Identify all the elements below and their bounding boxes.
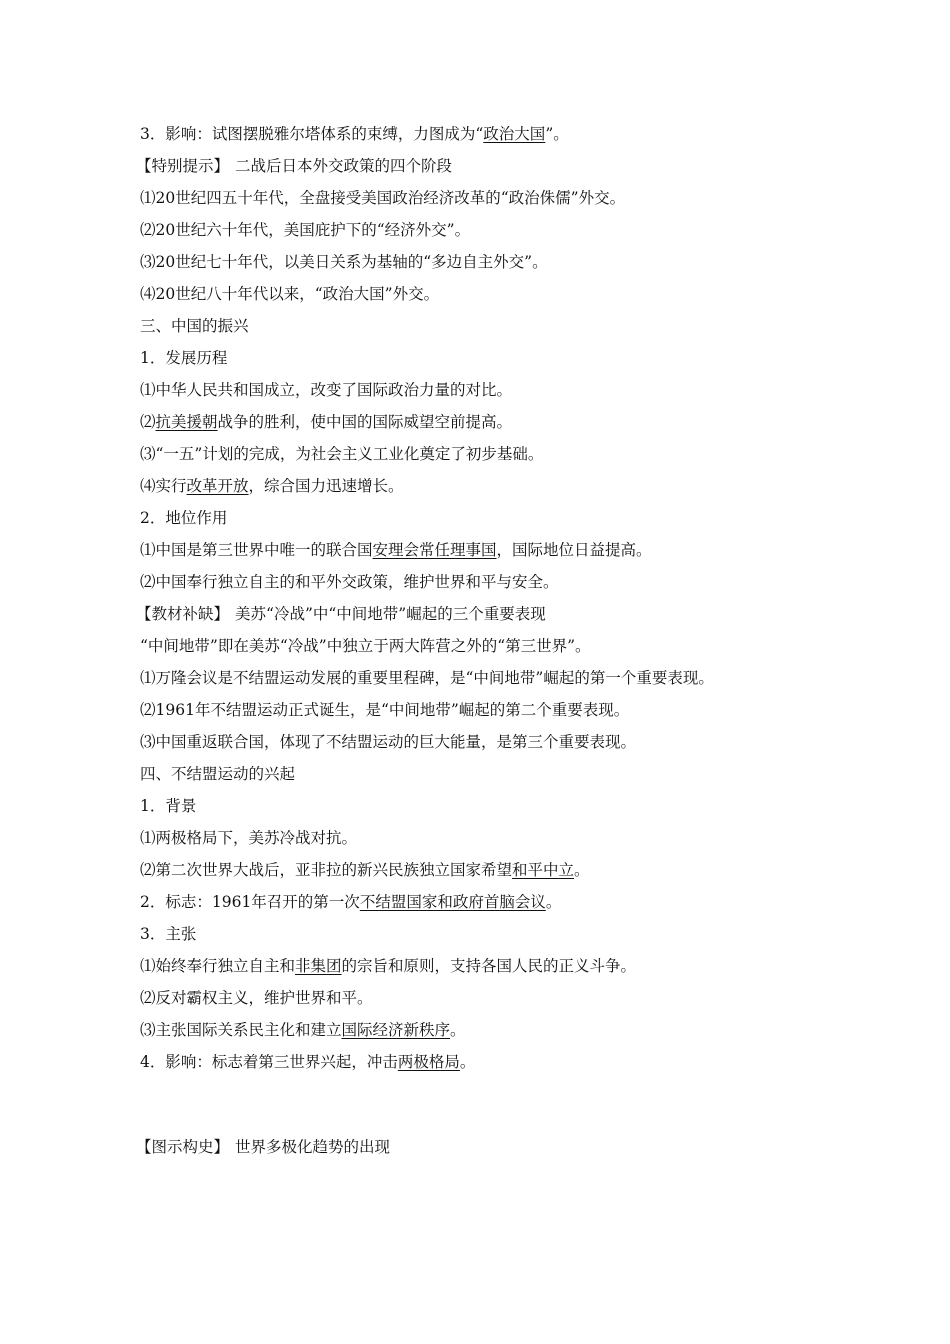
text-line: ⑵抗美援朝战争的胜利，使中国的国际威望空前提高。 <box>140 413 513 431</box>
text-line: 4．影响：标志着第三世界兴起，冲击两极格局。 <box>140 1053 476 1071</box>
underlined-answer: 安理会常任理事国 <box>372 541 497 559</box>
text-line: ⑵20世纪六十年代，美国庇护下的“经济外交”。 <box>140 221 471 239</box>
text-line: ⑷实行改革开放，综合国力迅速增长。 <box>140 477 404 495</box>
section-heading: 三、中国的振兴 <box>140 317 249 335</box>
note-tag: 【图示构史】 <box>136 1138 230 1156</box>
note-tag: 【教材补缺】 <box>136 605 230 623</box>
text-line: ⑵反对霸权主义，维护世界和平。 <box>140 989 373 1007</box>
text-line: ⑵第二次世界大战后，亚非拉的新兴民族独立国家希望和平中立。 <box>140 861 590 879</box>
underlined-answer: 不结盟国家和政府首脑会议 <box>359 893 546 911</box>
note-tag: 【特别提示】 <box>136 157 230 175</box>
subsection-heading: 1．背景 <box>140 797 197 815</box>
section-note-heading: 【教材补缺】 美苏“冷战”中“中间地带”崛起的三个重要表现 <box>136 605 546 623</box>
subsection-heading: 1．发展历程 <box>140 349 228 367</box>
underlined-answer: 两极格局 <box>397 1053 460 1071</box>
section-note-heading: 【特别提示】 二战后日本外交政策的四个阶段 <box>136 157 453 175</box>
text-line: ⑵1961年不结盟运动正式诞生，是“中间地带”崛起的第二个重要表现。 <box>140 701 630 719</box>
text-line: ⑴万隆会议是不结盟运动发展的重要里程碑，是“中间地带”崛起的第一个重要表现。 <box>140 669 714 687</box>
text-line: ⑵中国奉行独立自主的和平外交政策，维护世界和平与安全。 <box>140 573 559 591</box>
text-line: ⑴两极格局下，美苏冷战对抗。 <box>140 829 358 847</box>
underlined-answer: 抗美援朝 <box>155 413 218 431</box>
text-line: ⑶20世纪七十年代，以美日关系为基轴的“多边自主外交”。 <box>140 253 548 271</box>
section-note-heading: 【图示构史】 世界多极化趋势的出现 <box>136 1138 391 1156</box>
underlined-answer: 政治大国 <box>483 125 546 143</box>
text-line: ⑶“一五”计划的完成，为社会主义工业化奠定了初步基础。 <box>140 445 544 463</box>
text-line: “中间地带”即在美苏“冷战”中独立于两大阵营之外的“第三世界”。 <box>140 637 591 655</box>
text-line: 3．影响：试图摆脱雅尔塔体系的束缚，力图成为“政治大国”。 <box>140 125 569 143</box>
text-line: ⑶主张国际关系民主化和建立国际经济新秩序。 <box>140 1021 466 1039</box>
subsection-heading: 3．主张 <box>140 925 197 943</box>
underlined-answer: 和平中立 <box>512 861 575 879</box>
text-line: ⑴20世纪四五十年代，全盘接受美国政治经济改革的“政治侏儒”外交。 <box>140 189 626 207</box>
text-line: 2．标志：1961年召开的第一次不结盟国家和政府首脑会议。 <box>140 893 562 911</box>
text-line: ⑴中国是第三世界中唯一的联合国安理会常任理事国，国际地位日益提高。 <box>140 541 652 559</box>
text-line: ⑴中华人民共和国成立，改变了国际政治力量的对比。 <box>140 381 513 399</box>
underlined-answer: 改革开放 <box>186 477 249 495</box>
underlined-answer: 非集团 <box>295 957 342 975</box>
text-line: ⑶中国重返联合国，体现了不结盟运动的巨大能量，是第三个重要表现。 <box>140 733 637 751</box>
section-heading: 四、不结盟运动的兴起 <box>140 765 296 783</box>
text-line: ⑴始终奉行独立自主和非集团的宗旨和原则，支持各国人民的正义斗争。 <box>140 957 637 975</box>
underlined-answer: 国际经济新秩序 <box>341 1021 451 1039</box>
subsection-heading: 2．地位作用 <box>140 509 228 527</box>
text-line: ⑷20世纪八十年代以来，“政治大国”外交。 <box>140 285 440 303</box>
